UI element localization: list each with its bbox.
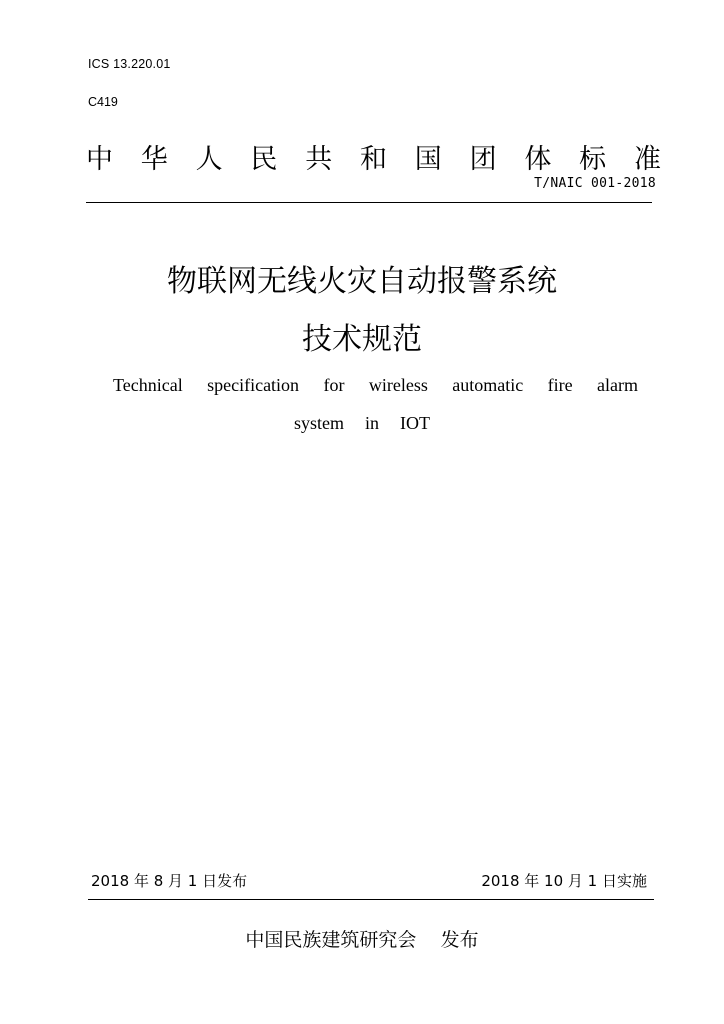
title-en-word: fire [547, 375, 573, 395]
title-en-word: specification [207, 375, 300, 395]
category-char: 准 [633, 144, 661, 175]
category-char: 体 [524, 144, 552, 175]
header-divider [86, 202, 652, 203]
category-char: 团 [469, 144, 497, 175]
footer-divider [88, 899, 654, 900]
title-en-line2 [0, 412, 724, 434]
category-char: 华 [140, 144, 168, 175]
title-cn-line2: 技术规范 [302, 322, 422, 357]
title-en-word: automatic [452, 375, 524, 395]
category-char: 标 [579, 144, 607, 175]
category-char: 人 [195, 144, 223, 175]
standard-number: T/NAIC 001-2018 [534, 176, 656, 191]
title-en-word: for [323, 375, 345, 395]
category-char: 和 [359, 144, 387, 175]
title-en-word: wireless [368, 375, 428, 395]
implementation-date: 2018 年 10 月 1 日实施 [481, 872, 647, 890]
category-char: 中 [86, 144, 113, 175]
title-en-line1 [113, 374, 638, 396]
ics-code: ICS 13.220.01 [88, 57, 171, 71]
title-en-word: in [365, 413, 380, 433]
standard-category [86, 143, 661, 177]
category-char: 民 [250, 144, 278, 175]
category-char: 国 [414, 144, 442, 175]
title-en-word: IOT [400, 413, 431, 433]
category-char: 共 [305, 144, 333, 175]
title-en-word: alarm [596, 375, 638, 395]
title-en-word: Technical [113, 375, 183, 395]
ccs-code: C419 [88, 95, 118, 109]
title-cn-line1: 物联网无线火灾自动报警系统 [167, 264, 557, 299]
publisher: 中国民族建筑研究会 发布 [245, 929, 479, 951]
issue-date: 2018 年 8 月 1 日发布 [91, 872, 248, 890]
title-en-word: system [293, 413, 344, 433]
